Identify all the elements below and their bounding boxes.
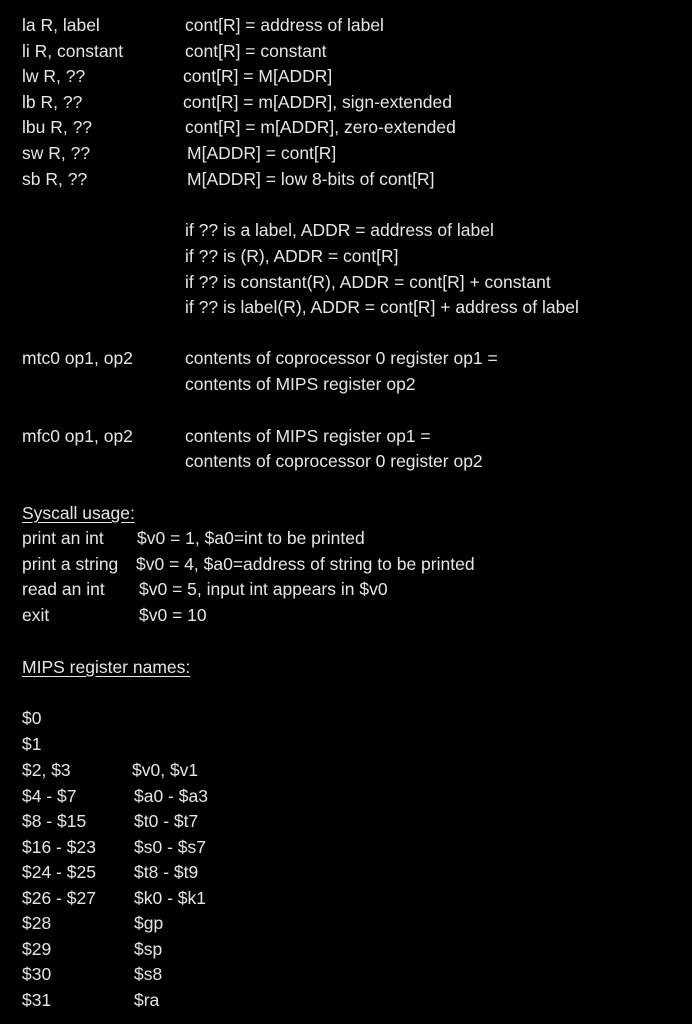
register-name: $a0 - $a3: [134, 786, 208, 806]
register-number: $0: [22, 708, 42, 728]
instruction-meaning: cont[R] = address of label: [185, 15, 384, 35]
register-number: $8 - $15: [22, 811, 87, 831]
coproc-meaning-line: contents of coprocessor 0 register op1 =: [185, 348, 498, 368]
syscall-desc: $v0 = 10: [139, 605, 207, 625]
instruction-syntax: lbu R, ??: [22, 117, 93, 137]
register-name: $k0 - $k1: [134, 888, 206, 908]
instruction-meaning: M[ADDR] = low 8-bits of cont[R]: [187, 169, 435, 189]
syscall-desc: $v0 = 1, $a0=int to be printed: [137, 528, 365, 548]
register-name: $gp: [134, 913, 164, 933]
register-number: $16 - $23: [22, 837, 96, 857]
register-name: $t8 - $t9: [134, 862, 199, 882]
coproc-meaning-line: contents of MIPS register op1 =: [185, 426, 431, 446]
addressing-rule: if ?? is a label, ADDR = address of label: [185, 220, 494, 240]
register-name: $ra: [134, 990, 160, 1010]
register-number: $26 - $27: [22, 888, 96, 908]
coproc-syntax: mtc0 op1, op2: [22, 348, 133, 368]
addressing-rule: if ?? is constant(R), ADDR = cont[R] + constant: [185, 272, 551, 292]
instruction-meaning: cont[R] = m[ADDR], sign-extended: [183, 92, 452, 112]
instruction-meaning: cont[R] = M[ADDR]: [183, 66, 333, 86]
register-number: $28: [22, 913, 52, 933]
register-number: $4 - $7: [22, 786, 77, 806]
syscall-label: print a string: [22, 554, 119, 574]
register-name: $sp: [134, 939, 163, 959]
register-number: $31: [22, 990, 52, 1010]
register-number: $1: [22, 734, 42, 754]
registers-heading: MIPS register names:: [22, 657, 191, 677]
instruction-syntax: li R, constant: [22, 41, 124, 61]
register-number: $24 - $25: [22, 862, 96, 882]
coproc-meaning-line: contents of coprocessor 0 register op2: [185, 451, 483, 471]
register-name: $s0 - $s7: [134, 837, 206, 857]
instruction-meaning: cont[R] = constant: [185, 41, 327, 61]
coproc-syntax: mfc0 op1, op2: [22, 426, 133, 446]
coproc-meaning-line: contents of MIPS register op2: [185, 374, 416, 394]
addressing-rule: if ?? is (R), ADDR = cont[R]: [185, 246, 399, 266]
register-number: $2, $3: [22, 760, 71, 780]
instruction-syntax: sb R, ??: [22, 169, 88, 189]
syscall-label: print an int: [22, 528, 104, 548]
syscall-label: read an int: [22, 579, 105, 599]
register-number: $30: [22, 964, 52, 984]
instruction-syntax: la R, label: [22, 15, 100, 35]
register-name: $v0, $v1: [132, 760, 199, 780]
syscall-desc: $v0 = 4, $a0=address of string to be printed: [136, 554, 475, 574]
syscall-heading: Syscall usage:: [22, 503, 135, 523]
instruction-syntax: lw R, ??: [22, 66, 86, 86]
syscall-label: exit: [22, 605, 50, 625]
addressing-rule: if ?? is label(R), ADDR = cont[R] + address of label: [185, 297, 579, 317]
instruction-meaning: cont[R] = m[ADDR], zero-extended: [185, 117, 456, 137]
register-name: $s8: [134, 964, 163, 984]
register-name: $t0 - $t7: [134, 811, 199, 831]
syscall-desc: $v0 = 5, input int appears in $v0: [139, 579, 388, 599]
instruction-meaning: M[ADDR] = cont[R]: [187, 143, 337, 163]
register-number: $29: [22, 939, 52, 959]
instruction-syntax: sw R, ??: [22, 143, 91, 163]
instruction-syntax: lb R, ??: [22, 92, 83, 112]
